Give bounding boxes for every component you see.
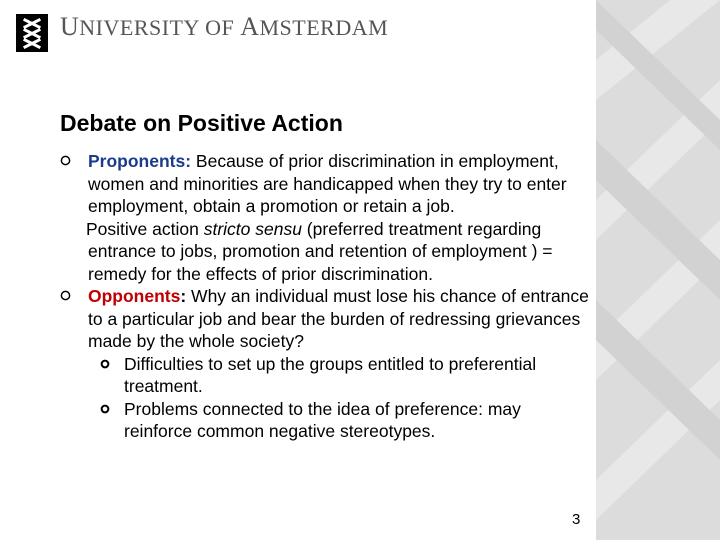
hollow-circle-bullet-icon [60,290,71,301]
ring-bullet-icon [100,404,110,414]
slide-body [60,150,590,443]
opponents-text: Why an individual must lose his chance of entrance to a particular job and bear the burden of redressing grievances made by the whole society? [88,286,589,351]
diagonal-pattern [596,0,720,540]
university-name: UNIVERSITY OF AMSTERDAM [60,12,389,41]
sub-point: Problems connected to the idea of preference: may reinforce common negative stereotypes. [60,398,590,443]
positive-action-paragraph: Positive action stricto sensu (preferred treatment regarding entrance to jobs, promotion and retention of employment ) = remedy for the effects of prior discrimination. [86,218,553,284]
sub-point: Difficulties to set up the groups entitled to preferential treatment. [60,353,590,398]
page-number: 3 [572,511,581,528]
proponents-text: Because of prior discrimination in employment, women and minorities are handicapped when they try to enter employment, obtain a promotion or retain a job. [88,151,567,216]
proponents-paragraph [60,150,590,218]
stricto-sensu-text: stricto sensu [203,218,302,239]
opponents-label: Opponents [88,286,181,306]
university-logo [16,14,48,52]
decorative-side-panel [596,0,720,540]
opponents-paragraph: Opponents: Why an individual must lose his chance of entrance to a particular job and bear the burden of redressing grievances made by the whole society? [60,285,590,353]
hollow-circle-bullet-icon [60,155,71,166]
ring-bullet-icon [100,359,110,369]
slide-title: Debate on Positive Action [60,110,343,136]
proponents-label: Proponents: [88,151,192,171]
triple-x-emblem-icon [21,17,43,49]
